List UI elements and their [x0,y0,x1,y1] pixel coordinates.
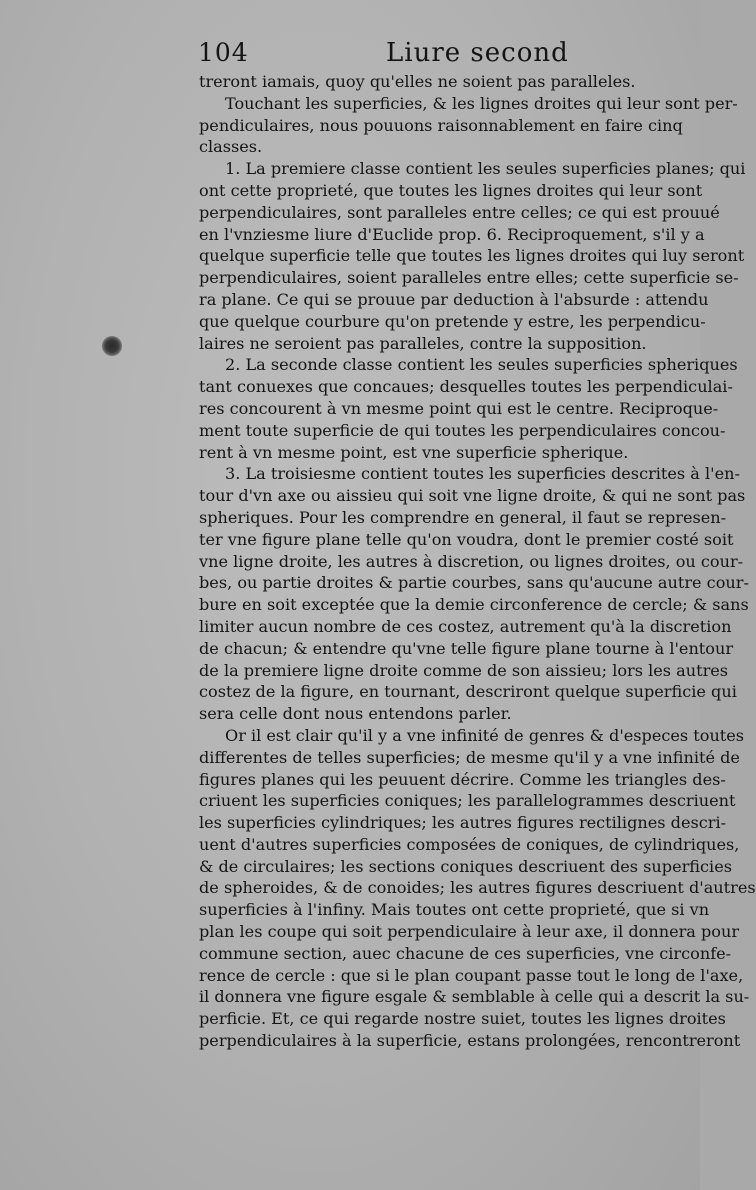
text-line: ment toute superficie de qui toutes les perpendiculaires concou- [199,420,726,440]
running-title: Liure second [386,38,569,68]
text-line: commune section, auec chacune de ces superficies, vne circonfe- [199,943,732,963]
text-line: perpendiculaires, soient paralleles entre elles; cette superficie se- [199,268,739,288]
text-line: bure en soit exceptée que la demie circonference de cercle; & sans [199,595,749,615]
text-line: ont cette proprieté, que toutes les lignes droites qui leur sont [199,180,703,200]
text-line: ter vne figure plane telle qu'on voudra, dont le premier costé soit [199,529,734,549]
text-line: Or il est clair qu'il y a vne infinité de genres & d'especes toutes [225,725,745,745]
text-line: spheriques. Pour les comprendre en general, il faut se represen- [199,507,727,527]
text-line: plan les coupe qui soit perpendiculaire à leur axe, il donnera pour [199,922,740,942]
text-line: les superficies cylindriques; les autres figures rectilignes descri- [199,813,727,833]
text-line: differentes de telles superficies; de mesme qu'il y a vne infinité de [199,747,740,767]
page-number: 104 [198,38,249,67]
text-line: tour d'vn axe ou aissieu qui soit vne ligne droite, & qui ne sont pas [199,486,746,506]
text-line: uent d'autres superficies composées de coniques, de cylindriques, [199,834,740,854]
text-line: bes, ou partie droites & partie courbes, sans qu'aucune autre cour- [199,573,749,593]
text-line: Touchant les superficies, & les lignes droites qui leur sont per- [225,93,738,113]
text-line: quelque superficie telle que toutes les lignes droites qui luy seront [199,246,745,266]
text-line: 1. La premiere classe contient les seules superficies planes; qui [225,159,746,179]
text-line: treront iamais, quoy qu'elles ne soient pas paralleles. [199,72,636,91]
text-line: figures planes qui les peuuent décrire. Comme les triangles des- [199,769,726,789]
text-line: 2. La seconde classe contient les seules superficies spheriques [225,355,738,375]
text-line: limiter aucun nombre de ces costez, autrement qu'à la discretion [199,616,732,636]
text-line: sera celle dont nous entendons parler. [199,704,512,724]
text-line: de la premiere ligne droite comme de son aissieu; lors les autres [199,660,729,680]
text-line: 3. La troisiesme contient toutes les superficies descrites à l'en- [225,464,740,484]
text-line: perficie. Et, ce qui regarde nostre suiet, toutes les lignes droites [199,1009,726,1029]
text-line: que quelque courbure qu'on pretende y estre, les perpendicu- [199,311,706,331]
body-text [199,71,756,1052]
text-line: de spheroides, & de conoides; les autres figures descriuent d'autres [199,878,756,898]
ink-stain [102,336,122,356]
text-line: perpendiculaires, sont paralleles entre celles; ce qui est prouué [199,202,720,222]
page-header [198,38,678,72]
text-line: tant conuexes que concaues; desquelles toutes les perpendiculai- [199,377,733,397]
text-line: laires ne seroient pas paralleles, contre la supposition. [199,333,647,353]
text-line: de chacun; & entendre qu'vne telle figure plane tourne à l'entour [199,638,734,658]
text-line: costez de la figure, en tournant, descriront quelque superficie qui [199,682,737,702]
text-line: rent à vn mesme point, est vne superficie spherique. [199,442,629,462]
text-line: perpendiculaires à la superficie, estans prolongées, rencontreront [199,1031,741,1051]
text-line: res concourent à vn mesme point qui est le centre. Reciproque- [199,398,719,418]
text-line: ra plane. Ce qui se prouue par deduction à l'absurde : attendu [199,289,709,309]
text-line: criuent les superficies coniques; les parallelogrammes descriuent [199,791,736,811]
text-line: pendiculaires, nous pouuons raisonnablement en faire cinq [199,115,683,135]
text-line: classes. [199,137,263,157]
text-line: rence de cercle : que si le plan coupant passe tout le long de l'axe, [199,965,744,985]
text-line: en l'vnziesme liure d'Euclide prop. 6. Reciproquement, s'il y a [199,224,705,244]
text-line: il donnera vne figure esgale & semblable à celle qui a descrit la su- [199,987,750,1007]
text-line: vne ligne droite, les autres à discretion, ou lignes droites, ou cour- [199,551,744,571]
text-line: & de circulaires; les sections coniques descriuent des superficies [199,856,732,876]
text-line: superficies à l'infiny. Mais toutes ont cette proprieté, que si vn [199,900,710,920]
